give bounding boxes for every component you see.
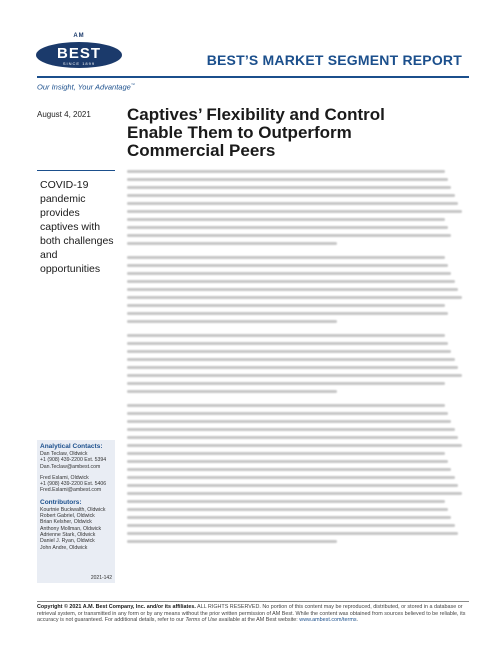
- contact-phone: +1 (908) 439-2200 Ext. 5406: [40, 481, 107, 488]
- blurred-text-line: [127, 256, 445, 259]
- article-body-blurred: [127, 170, 465, 554]
- blurred-text-line: [127, 288, 458, 291]
- blurred-text-line: [127, 524, 455, 527]
- analytical-contacts-heading: Analytical Contacts:: [40, 443, 103, 450]
- blurred-text-line: [127, 540, 337, 543]
- blurred-text-line: [127, 202, 458, 205]
- terms-url-link[interactable]: www.ambest.com/terms: [299, 617, 357, 623]
- blurred-text-line: [127, 420, 451, 423]
- blurred-text-line: [127, 264, 448, 267]
- blurred-text-line: [127, 272, 451, 275]
- blurred-text-line: [127, 304, 445, 307]
- logo-since-text: SINCE 1899: [62, 61, 96, 66]
- contact-email[interactable]: Dan.Teclaw@ambest.com: [40, 463, 101, 470]
- contributor-name: Robert Gabriel, Oldwick: [40, 513, 95, 520]
- contact-name: Dan Teclaw, Oldwick: [40, 451, 88, 457]
- blurred-text-line: [127, 358, 455, 361]
- blurred-text-line: [127, 500, 445, 503]
- blurred-text-line: [127, 532, 458, 535]
- report-header: [0, 0, 500, 100]
- blurred-text-line: [127, 234, 451, 237]
- blurred-text-line: [127, 226, 448, 229]
- blurred-text-line: [127, 484, 458, 487]
- footer-divider: [37, 601, 469, 602]
- blurred-text-line: [127, 374, 462, 377]
- blurred-text-line: [127, 390, 337, 393]
- article-title: Captives’ Flexibility and Control Enable Them to Outperform Commercial Peers: [127, 105, 385, 160]
- footer-period: .: [356, 617, 359, 623]
- blurred-text-line: [127, 492, 462, 495]
- blurred-text-line: [127, 366, 458, 369]
- contributor-name: Kourtnie Buckwalth, Oldwick: [40, 506, 106, 513]
- blurred-text-line: [127, 436, 458, 439]
- blurred-text-line: [127, 320, 337, 323]
- blurred-text-line: [127, 342, 448, 345]
- rights-text: ALL RIGHTS RESERVED. No portion of this content may be reproduced, distributed, or stored in a database or retrieval system, or transmitted in any form or by any means without the prior written permission of AM Best. While the content was obtained from sources believed to be reliable, its accuracy is not guaranteed. For additional details, refer to our: [37, 604, 466, 623]
- copyright-footer: [37, 604, 471, 624]
- contact-email[interactable]: Fred.Eslami@ambest.com: [40, 487, 102, 494]
- contact-name: Fred Eslami, Oldwick: [40, 474, 89, 481]
- blurred-text-line: [127, 444, 462, 447]
- pull-quote: COVID-19 pandemic provides captives with both challenges and opportunities: [40, 179, 114, 275]
- blurred-text-line: [127, 296, 462, 299]
- blurred-text-line: [127, 242, 337, 245]
- blurred-text-line: [127, 280, 455, 283]
- copyright-notice: Copyright © 2021 A.M. Best Company, Inc. and/or its affiliates.: [37, 604, 196, 610]
- blurred-text-line: [127, 350, 451, 353]
- body-paragraph: [127, 256, 465, 323]
- blurred-text-line: [127, 460, 448, 463]
- contributor-name: Daniel J. Ryan, Oldwick: [40, 538, 95, 545]
- contributor-name: John Andre, Oldwick: [40, 544, 88, 551]
- blurred-text-line: [127, 468, 451, 471]
- body-paragraph: [127, 334, 465, 393]
- blurred-text-line: [127, 218, 445, 221]
- blurred-text-line: [127, 186, 451, 189]
- blurred-text-line: [127, 508, 448, 511]
- blurred-text-line: [127, 382, 445, 385]
- body-paragraph: [127, 170, 465, 245]
- sidebar-divider: [37, 170, 115, 171]
- report-type-title: BEST’S MARKET SEGMENT REPORT: [206, 52, 462, 68]
- blurred-text-line: [127, 334, 445, 337]
- contact-phone: +1 (908) 439-2200 Ext. 5394: [40, 457, 107, 464]
- contacts-box: [37, 440, 115, 583]
- tagline-text: Our Insight, Your Advantage: [37, 82, 131, 92]
- blurred-text-line: [127, 194, 455, 197]
- blurred-text-line: [127, 476, 455, 479]
- tagline-trademark: ™: [130, 82, 135, 87]
- blurred-text-line: [127, 312, 448, 315]
- contributor-name: Adrienne Stark, Oldwick: [40, 531, 96, 538]
- blurred-text-line: [127, 404, 445, 407]
- blurred-text-line: [127, 428, 455, 431]
- am-best-logo[interactable]: [36, 33, 122, 70]
- contributors-heading: Contributors:: [40, 498, 82, 506]
- blurred-text-line: [127, 516, 451, 519]
- document-number: 2021-142: [90, 575, 112, 581]
- contributor-name: Brian Kelsher, Oldwick: [40, 519, 92, 526]
- blurred-text-line: [127, 210, 462, 213]
- blurred-text-line: [127, 178, 448, 181]
- terms-of-use-link[interactable]: Terms of Use: [185, 617, 218, 623]
- tagline: [37, 82, 135, 92]
- terms-suffix-text: available at the AM Best website:: [217, 617, 300, 623]
- body-paragraph: [127, 404, 465, 543]
- blurred-text-line: [127, 412, 448, 415]
- header-divider: [37, 76, 469, 78]
- blurred-text-line: [127, 170, 445, 173]
- logo-best-text: BEST: [56, 45, 101, 62]
- publication-date: August 4, 2021: [37, 110, 91, 119]
- contributor-name: Anthony Mollman, Oldwick: [40, 525, 102, 532]
- blurred-text-line: [127, 452, 445, 455]
- logo-am-text: AM: [73, 33, 85, 39]
